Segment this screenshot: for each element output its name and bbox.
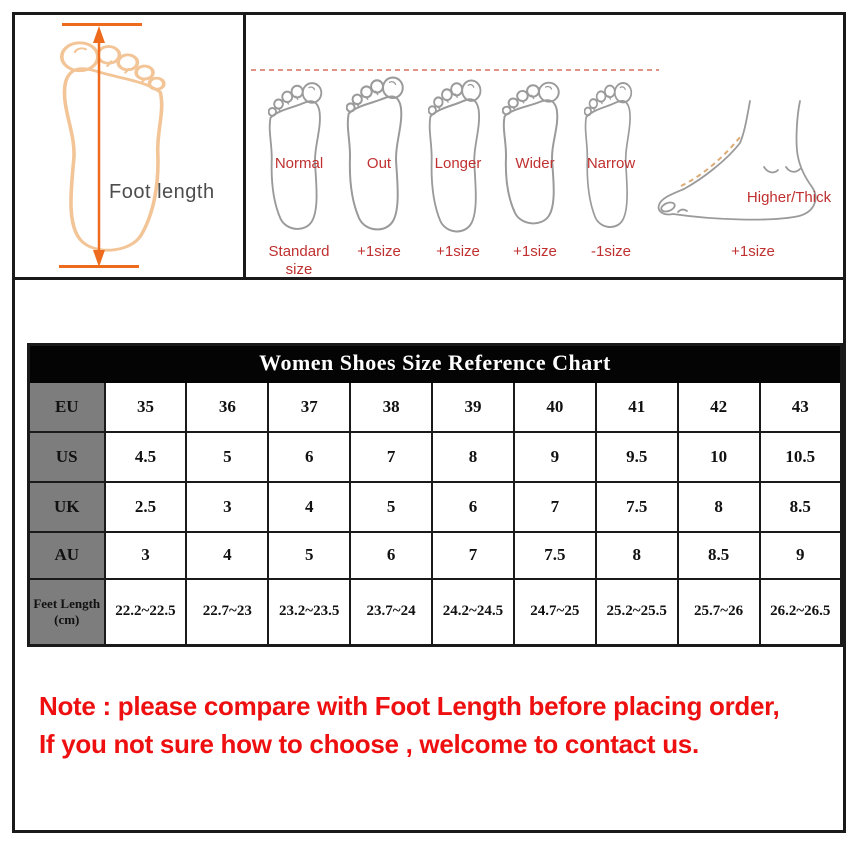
- size-cell: 6: [268, 432, 350, 482]
- size-cell: 10: [678, 432, 760, 482]
- size-cell: 3: [186, 482, 268, 532]
- foot-length-label: Foot length: [109, 181, 215, 203]
- fit-guide-panel: [246, 15, 843, 277]
- size-cell: 4.5: [105, 432, 187, 482]
- size-cell: 38: [350, 382, 432, 432]
- adjust-label-out: +1size: [357, 243, 401, 260]
- foot-wider-icon: [502, 72, 568, 236]
- size-cell: 24.2~24.5: [432, 579, 514, 646]
- adjust-label-normal: Standard size: [268, 243, 330, 278]
- shape-label-wider: Wider: [515, 155, 555, 172]
- size-cell: 23.2~23.5: [268, 579, 350, 646]
- size-cell: 25.2~25.5: [596, 579, 678, 646]
- size-cell: 7: [514, 482, 596, 532]
- size-cell: 6: [350, 532, 432, 579]
- size-cell: 7.5: [514, 532, 596, 579]
- table-title: Women Shoes Size Reference Chart: [29, 345, 842, 382]
- foot-length-panel: [15, 15, 246, 277]
- shape-label-higher-thick: Higher/Thick: [746, 189, 832, 206]
- table-row-feet-length: [29, 579, 842, 646]
- size-cell: 8.5: [760, 482, 842, 532]
- row-header-au: AU: [29, 532, 105, 579]
- order-note-line1: Note : please compare with Foot Length before placing order,: [39, 691, 780, 721]
- size-cell: 24.7~25: [514, 579, 596, 646]
- top-section: [15, 15, 843, 280]
- table-row-eu: [29, 382, 842, 432]
- size-cell: 7: [350, 432, 432, 482]
- foot-length-diagram: [15, 15, 243, 277]
- size-cell: 10.5: [760, 432, 842, 482]
- table-title-row: [29, 345, 842, 382]
- size-cell: 3: [105, 532, 187, 579]
- size-cell: 37: [268, 382, 350, 432]
- shape-label-out: Out: [366, 155, 392, 172]
- foot-sole-outline-icon: [62, 43, 164, 250]
- size-cell: 42: [678, 382, 760, 432]
- size-cell: 5: [268, 532, 350, 579]
- size-cell: 4: [268, 482, 350, 532]
- size-cell: 39: [432, 382, 514, 432]
- size-cell: 8: [432, 432, 514, 482]
- size-cell: 6: [432, 482, 514, 532]
- adjust-label-higher-thick: +1size: [731, 243, 775, 260]
- size-cell: 36: [186, 382, 268, 432]
- shape-label-normal: Normal: [274, 155, 324, 172]
- size-cell: 22.2~22.5: [105, 579, 187, 646]
- size-cell: 2.5: [105, 482, 187, 532]
- size-cell: 25.7~26: [678, 579, 760, 646]
- size-cell: 22.7~23: [186, 579, 268, 646]
- shape-label-narrow: Narrow: [586, 155, 636, 172]
- adjust-label-wider: +1size: [513, 243, 557, 260]
- row-header-us: US: [29, 432, 105, 482]
- size-cell: 8: [596, 532, 678, 579]
- size-cell: 4: [186, 532, 268, 579]
- size-cell: 5: [186, 432, 268, 482]
- adjust-label-narrow: -1size: [590, 243, 631, 260]
- row-header-feet-length: Feet Length (cm): [29, 579, 105, 646]
- adjust-label-longer: +1size: [436, 243, 480, 260]
- size-cell: 40: [514, 382, 596, 432]
- size-cell: 26.2~26.5: [760, 579, 842, 646]
- foot-side-view-icon: [654, 99, 844, 229]
- size-cell: 23.7~24: [350, 579, 432, 646]
- size-cell: 7.5: [596, 482, 678, 532]
- size-cell: 9: [760, 532, 842, 579]
- table-row-uk: [29, 482, 842, 532]
- size-reference-table: [27, 343, 843, 647]
- size-cell: 5: [350, 482, 432, 532]
- chart-section: [15, 280, 843, 830]
- size-cell: 8: [678, 482, 760, 532]
- row-header-uk: UK: [29, 482, 105, 532]
- size-cell: 8.5: [678, 532, 760, 579]
- size-cell: 9: [514, 432, 596, 482]
- instep-dashed-line: [681, 137, 740, 186]
- size-cell: 9.5: [596, 432, 678, 482]
- size-cell: 35: [105, 382, 187, 432]
- shape-label-longer: Longer: [434, 155, 482, 172]
- row-header-eu: EU: [29, 382, 105, 432]
- size-cell: 7: [432, 532, 514, 579]
- guide-frame: [12, 12, 846, 833]
- order-note: [39, 687, 779, 763]
- size-cell: 43: [760, 382, 842, 432]
- table-row-us: [29, 432, 842, 482]
- table-row-au: [29, 532, 842, 579]
- order-note-line2: If you not sure how to choose , welcome to contact us.: [39, 729, 699, 759]
- size-cell: 41: [596, 382, 678, 432]
